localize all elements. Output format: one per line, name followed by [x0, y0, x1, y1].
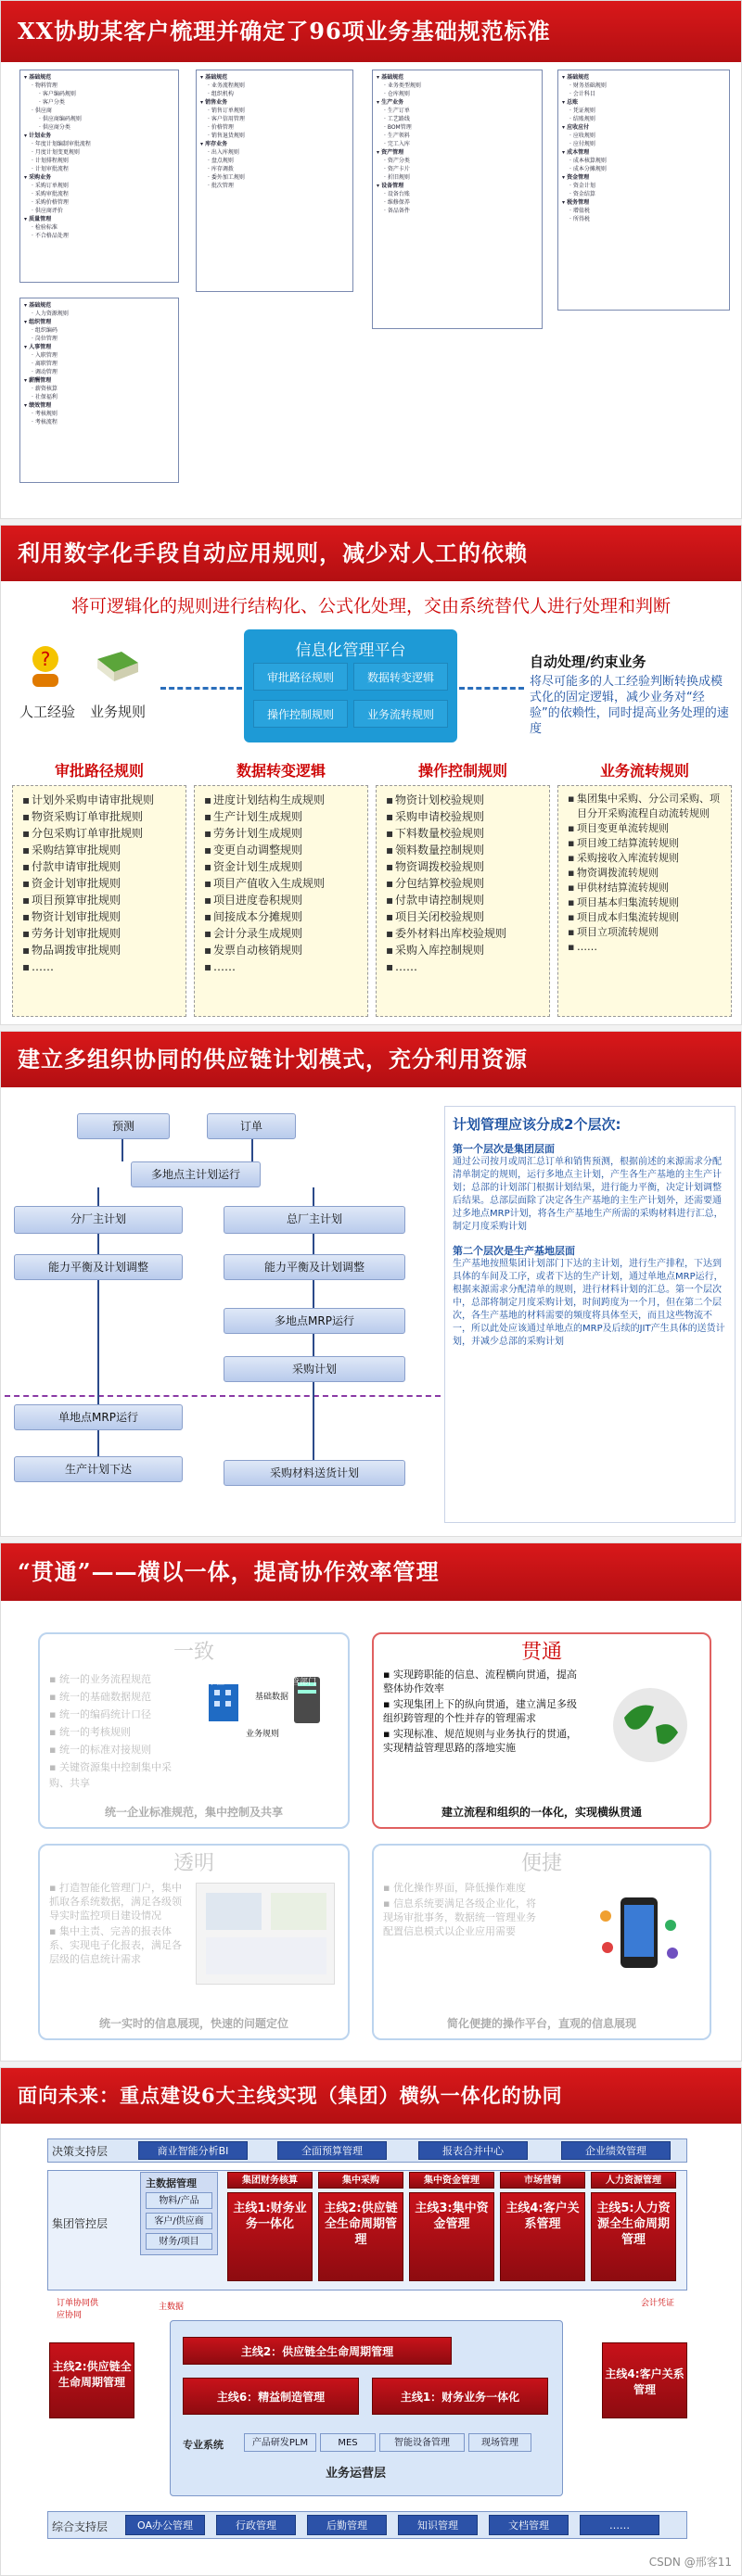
arrow [313, 1187, 314, 1206]
quadrant-through [372, 1632, 711, 1829]
tree-node: · 盘点规则 [208, 158, 234, 164]
tree-node: · 供应商 [32, 108, 52, 114]
rule-item: ▪ 物资采购订单审批规则 [22, 808, 182, 825]
auto-process-title: 自动处理/约束业务 [530, 654, 646, 670]
slide-4 [0, 1542, 742, 2062]
tree-node: · 资金结算 [569, 191, 595, 197]
tree-node: · 计划审批流程 [32, 166, 69, 172]
rule-item: ▪ 项目变更单流转规则 [568, 821, 727, 836]
mainline-header: 集团财务核算 [227, 2172, 313, 2189]
rule-item: ▪ 付款申请审批规则 [22, 858, 182, 875]
quadrant-item: ▪ 信息系统要满足各级企业化，将现场审批事务，数据统一管理业务配置信息模式以企业应用需要 [383, 1897, 536, 1937]
quadrant-item: ▪ 统一的考核规则 [49, 1726, 131, 1738]
tree-node: · 客户信用管理 [208, 116, 245, 122]
tree-node: · 组织编码 [32, 327, 58, 334]
spec-tree [196, 70, 353, 292]
decision-item: 报表合并中心 [418, 2141, 528, 2160]
biz-ops-label: 业务运营层 [326, 2467, 387, 2481]
multi-site-mrp-box: 多地点MRP运行 [224, 1308, 405, 1334]
mid-label: 订单协同供应协同 [57, 2299, 99, 2320]
tree-node: · 资产卡片 [384, 166, 410, 172]
rule-column-title: 数据转变逻辑 [236, 762, 326, 780]
rule-item: ▪ …… [204, 958, 364, 975]
rule-item: ▪ 领料数量控制规则 [386, 842, 545, 858]
quadrant-title: 便捷 [520, 1852, 562, 1875]
rule-column-list [376, 785, 550, 1017]
tree-node: · 备品备件 [384, 208, 410, 214]
platform-item: 业务流转规则 [353, 700, 448, 728]
tree-node: · 供应商评价 [32, 208, 63, 214]
tree-node: ▾ 基础规范 [377, 74, 404, 81]
report-screen-icon [196, 1883, 335, 1985]
plan-explain-title: 计划管理应该分成2个层次: [453, 1116, 621, 1133]
line-2-left: 主线2:供应链全生命周期管理 [49, 2342, 134, 2418]
tree-node: ▾ 计划业务 [24, 133, 52, 139]
order-box: 订单 [207, 1113, 296, 1139]
tree-node: · 批次管理 [208, 183, 234, 189]
capacity-balance-box: 能力平衡及计划调整 [14, 1254, 183, 1280]
mainline-header: 市场营销 [500, 2172, 585, 2189]
capacity-balance-box-2: 能力平衡及计划调整 [224, 1254, 405, 1280]
rule-item: ▪ 采购申请校验规则 [386, 808, 545, 825]
quadrant-item: ▪ 统一的基础数据规范 [49, 1691, 151, 1703]
svg-text:?: ? [40, 648, 51, 670]
support-item: 文档管理 [489, 2515, 569, 2535]
slide-5-title: 面向未来：重点建设6大主线实现（集团）横纵一体化的协同 [1, 2068, 741, 2124]
rule-item: ▪ 项目预算审批规则 [22, 892, 182, 908]
quadrant-title: 一致 [173, 1641, 214, 1664]
tree-node: ▾ 资金管理 [562, 174, 590, 181]
tree-node: · 工艺路线 [384, 116, 410, 122]
tree-node: · 采购审批流程 [32, 191, 69, 197]
tree-node: · 供应商编码规则 [39, 116, 82, 122]
tree-node: · 离职管理 [32, 361, 58, 367]
rule-item: ▪ 采购接收入库流转规则 [568, 851, 727, 866]
rule-column-title: 业务流转规则 [599, 762, 689, 780]
quadrant-item: ▪ 优化操作界面，降低操作难度 [383, 1882, 526, 1894]
human-icon [25, 644, 66, 689]
tree-node: · 生产领料 [384, 133, 410, 139]
tree-node: ▾ 生产业务 [377, 99, 404, 106]
auto-process-text: 将尽可能多的人工经验判断转换成模式化的固定逻辑，减少业务对“经验”的依赖性，同时提高业务处理的速度 [530, 675, 729, 736]
rule-item: ▪ 集团集中采购、分公司采购、项目分开采购流程自动流转规则 [568, 792, 727, 821]
slide-4-title: “贯通”——横以一体，提高协作效率管理 [1, 1543, 741, 1601]
material-delivery-box: 采购材料送货计划 [224, 1460, 405, 1486]
rule-item: ▪ 劳务计划审批规则 [22, 925, 182, 942]
pro-system-item: 产品研发PLM [244, 2433, 316, 2452]
tree-node: · 出入库规则 [208, 149, 239, 156]
tree-node: · 资金计划 [569, 183, 595, 189]
rule-item: ▪ 项目竣工结算流转规则 [568, 836, 727, 851]
inner-line-2: 主线2：供应链全生命周期管理 [183, 2337, 452, 2365]
inner-line-1: 主线1：财务业务一体化 [372, 2378, 548, 2415]
rule-item: ▪ 付款申请控制规则 [386, 892, 545, 908]
mainline-header: 集中采购 [318, 2172, 403, 2189]
decision-item: 全面预算管理 [277, 2141, 387, 2160]
icon-label: 主管部门 [283, 1678, 317, 1687]
tree-node: · 组织机构 [208, 91, 234, 97]
tree-node: · 考核流程 [32, 419, 58, 425]
tree-node: ▾ 资产管理 [377, 149, 404, 156]
tree-node: · 财务基础规则 [569, 82, 607, 89]
rule-item: ▪ 项目关闭校验规则 [386, 908, 545, 925]
rule-item: ▪ 发票自动核销规则 [204, 942, 364, 958]
quadrant-item: ▪ 统一的业务流程规范 [49, 1673, 151, 1685]
arrow [313, 1382, 314, 1460]
layer-1-text: 通过公司按月或周汇总订单和销售预测，根据前述的来源需求分配清单制定的规则，运行多地点主计划，产生各生产基地的主生产计划；总部的计划部门根据计划结果，进行能力平衡，决定计划调整后结果。总部层面除了决定各生产基地的主生产计划外，还需要通过多地点MRP计划，将各生产基地生产所需的采购材料进行汇总，制定月度采购计划 [453, 1157, 723, 1232]
tree-node: · 检验标准 [32, 224, 58, 231]
tree-node: · 所得税 [569, 216, 590, 222]
tree-node: · 委外加工规则 [208, 174, 245, 181]
globe-icon [606, 1681, 695, 1770]
master-data-item: 客户/供应商 [146, 2213, 212, 2229]
tree-node: · 客户分类 [39, 99, 65, 106]
tree-node: · 库存调拨 [208, 166, 234, 172]
layer-1-title: 第一个层次是集团层面 [453, 1143, 555, 1155]
rule-item: ▪ 物资调拨校验规则 [386, 858, 545, 875]
quadrant-item: ▪ 关键资源集中控制集中采购、共享 [49, 1761, 172, 1789]
rule-item: ▪ 资金计划审批规则 [22, 875, 182, 892]
quadrant-item: ▪ 集中主责、完善的报表体系、实现电子化报表，满足各层级的信息统计需求 [49, 1925, 182, 1965]
arrow [97, 1234, 99, 1254]
tree-node: · 会计科目 [569, 91, 595, 97]
tree-node: ▾ 基础规范 [24, 74, 52, 81]
spec-tree [557, 70, 730, 311]
quadrant-convenient [372, 1844, 711, 2040]
tree-node: · 折旧规则 [384, 174, 410, 181]
quadrant-list [49, 1671, 188, 1793]
decision-item: 企业绩效管理 [561, 2141, 671, 2160]
tree-node: · 维修保养 [384, 199, 410, 206]
icon-label: 基础数据 [255, 1693, 289, 1702]
slide-5 [0, 2067, 742, 2576]
production-release-box: 生产计划下达 [14, 1456, 183, 1482]
quadrant-item: ▪ 实现标准、规范规则与业务执行的贯通，实现精益管理思路的落地实施 [383, 1728, 577, 1754]
human-experience-label: 人工经验 [19, 704, 76, 720]
tree-node: · 成本分摊规则 [569, 166, 607, 172]
support-item: OA办公管理 [125, 2515, 205, 2535]
arrow [251, 1139, 253, 1161]
tree-node: · 销售订单规则 [208, 108, 245, 114]
rule-item: ▪ 变更自动调整规则 [204, 842, 364, 858]
mainline-header: 人力资源管理 [591, 2172, 676, 2189]
mid-label: 主数据 [159, 2303, 185, 2312]
watermark: CSDN @邢客11 [648, 2556, 732, 2569]
support-item: 知识管理 [398, 2515, 478, 2535]
hq-mps-box: 总厂主计划 [224, 1206, 405, 1234]
purchase-plan-box: 采购计划 [224, 1356, 405, 1382]
tree-node: ▾ 库存业务 [200, 141, 228, 147]
tree-node: · 客户编码规则 [39, 91, 76, 97]
tree-node: ▾ 成本管理 [562, 149, 590, 156]
tree-node: · 薪资核算 [32, 386, 58, 392]
rule-column-list [194, 785, 368, 1017]
master-data-title: 主数据管理 [146, 2177, 197, 2189]
slide-2-subtitle: 将可逻辑化的规则进行结构化、公式化处理，交由系统替代人进行处理和判断 [70, 596, 671, 616]
slide-1 [0, 0, 742, 519]
quadrant-item: ▪ 打造智能化管理门户，集中抓取各系统数据，满足各级领导实时监控项目建设情况 [49, 1882, 182, 1922]
tree-node: ▾ 组织管理 [24, 319, 52, 325]
rule-column-title: 操作控制规则 [417, 762, 507, 780]
quadrant-foot: 建立流程和组织的一体化，实现横纵贯通 [441, 1806, 642, 1819]
rule-item: ▪ 委外材料出库校验规则 [386, 925, 545, 942]
tree-node: ▾ 基础规范 [562, 74, 590, 81]
divider-line [5, 1395, 441, 1397]
tree-node: · 业务类型规则 [384, 82, 421, 89]
rule-item: ▪ 物品调拨审批规则 [22, 942, 182, 958]
quadrant-item: ▪ 统一的标准对接规则 [49, 1744, 151, 1756]
tree-node: ▾ 质量管理 [24, 216, 52, 222]
rule-item: ▪ 下料数量校验规则 [386, 825, 545, 842]
phone-icon [593, 1888, 685, 1981]
tree-node: · 调动管理 [32, 369, 58, 375]
mainline-block: 主线2:供应链全生命周期管理 [318, 2192, 403, 2281]
rule-item: ▪ …… [568, 940, 727, 955]
tree-node: · 结账规则 [569, 116, 595, 122]
rule-item: ▪ 生产计划生成规则 [204, 808, 364, 825]
quadrant-foot: 简化便捷的操作平台，直观的信息展现 [446, 2017, 636, 2030]
rule-column-list [557, 785, 732, 1017]
rule-item: ▪ …… [386, 958, 545, 975]
platform-item: 操作控制规则 [253, 700, 348, 728]
tree-node: · 生产订单 [384, 108, 410, 114]
rule-item: ▪ 分包采购订单审批规则 [22, 825, 182, 842]
quadrant-transparent [38, 1844, 350, 2040]
tree-node: ▾ 绩效管理 [24, 402, 52, 409]
tree-node: · 人力资源规则 [32, 311, 69, 317]
forecast-box: 预测 [77, 1113, 170, 1139]
slide-1-title: XX协助某客户梳理并确定了96项业务基础规范标准 [1, 1, 741, 62]
arrow [313, 1334, 314, 1356]
slide-3 [0, 1031, 742, 1537]
arrow [313, 1234, 314, 1254]
rule-item: ▪ 甲供材结算流转规则 [568, 881, 727, 895]
tree-node: ▾ 基础规范 [200, 74, 228, 81]
arrow-right [459, 687, 524, 690]
tree-node: · 凭证规则 [569, 108, 595, 114]
icon-label: 合单位 [199, 1678, 225, 1687]
tree-node: ▾ 基础规范 [24, 302, 52, 309]
tree-node: · 考核规则 [32, 411, 58, 417]
pro-system-item: 智能设备管理 [379, 2433, 465, 2452]
tree-node: · 供应商分类 [39, 124, 70, 131]
support-item: 行政管理 [216, 2515, 296, 2535]
quadrant-item: ▪ 实现集团上下的纵向贯通，建立满足多级组织跨管理的个性并存的管理需求 [383, 1698, 577, 1724]
platform-item: 数据转变逻辑 [353, 663, 448, 691]
tree-node: · 增值税 [569, 208, 590, 214]
tree-node: · 月度计划变更规则 [32, 149, 80, 156]
mainline-block: 主线3:集中资金管理 [409, 2192, 494, 2281]
rule-item: ▪ 会计分录生成规则 [204, 925, 364, 942]
mid-label: 会计凭证 [641, 2299, 675, 2308]
support-layer-label: 综合支持层 [52, 2520, 109, 2533]
pro-system-label: 专业系统 [183, 2439, 224, 2451]
tree-node: ▾ 采购业务 [24, 174, 52, 181]
rule-item: ▪ 项目立项流转规则 [568, 925, 727, 940]
support-item: …… [580, 2515, 659, 2535]
tree-node: · 应收规则 [569, 133, 595, 139]
rule-item: ▪ 项目进度卷积规则 [204, 892, 364, 908]
line-4-right: 主线4:客户关系管理 [602, 2342, 687, 2418]
master-data-item: 物料/产品 [146, 2192, 212, 2209]
support-item: 后勤管理 [307, 2515, 387, 2535]
spec-tree [19, 298, 179, 483]
rule-item: ▪ 物资计划审批规则 [22, 908, 182, 925]
mainline-block: 主线5:人力资源全生命周期管理 [591, 2192, 676, 2281]
multi-site-mps-box: 多地点主计划运行 [131, 1161, 261, 1187]
quadrant-foot: 统一实时的信息展现，快速的问题定位 [98, 2017, 288, 2030]
layer-2-title: 第二个层次是生产基地层面 [453, 1245, 575, 1257]
rule-item: ▪ 物资计划校验规则 [386, 792, 545, 808]
rule-item: ▪ 采购结算审批规则 [22, 842, 182, 858]
tree-node: · 年度计划编制审批流程 [32, 141, 91, 147]
tree-node: ▾ 应收应付 [562, 124, 590, 131]
tree-node: · 社保福利 [32, 394, 58, 400]
tree-node: · 物料管理 [32, 82, 58, 89]
quadrant-foot: 统一企业标准规范，集中控制及共享 [104, 1806, 283, 1819]
icon-label: 业务规则 [246, 1730, 280, 1739]
arrow [122, 1139, 123, 1161]
rule-column-list [12, 785, 186, 1017]
quadrant-list [383, 1668, 582, 1757]
tree-node: · 仓库规则 [384, 91, 410, 97]
quadrant-title: 透明 [173, 1852, 214, 1875]
decision-layer-label: 决策支持层 [52, 2145, 109, 2158]
rule-item: ▪ 物资调拨流转规则 [568, 866, 727, 881]
tree-node: ▾ 税务管理 [562, 199, 590, 206]
tree-node: ▾ 薪酬管理 [24, 377, 52, 384]
tree-node: ▾ 总账 [562, 99, 579, 106]
rule-item: ▪ …… [22, 958, 182, 975]
quadrant-item: ▪ 统一的编码统计口径 [49, 1708, 151, 1720]
business-rules-label: 业务规则 [90, 704, 147, 720]
rule-item: ▪ 计划外采购申请审批规则 [22, 792, 182, 808]
tree-node: · 计划排程规则 [32, 158, 69, 164]
slide-2-title: 利用数字化手段自动应用规则，减少对人工的依赖 [1, 526, 741, 581]
tree-node: · 采购订单规则 [32, 183, 69, 189]
tree-node: · 资产分类 [384, 158, 410, 164]
tree-node: · BOM管理 [384, 124, 412, 131]
tree-node: · 销售退货规则 [208, 133, 245, 139]
spec-tree [372, 70, 543, 329]
platform-title: 信息化管理平台 [295, 641, 406, 660]
tree-node: ▾ 人事管理 [24, 344, 52, 350]
quadrant-list [49, 1881, 188, 1968]
arrow [313, 1280, 314, 1308]
mainline-header: 集中资金管理 [409, 2172, 494, 2189]
tree-node: ▾ 设备管理 [377, 183, 404, 189]
spec-tree [19, 70, 179, 283]
quadrant-title: 贯通 [520, 1641, 562, 1664]
pro-system-item: 现场管理 [468, 2433, 531, 2452]
rule-item: ▪ 项目产值收入生成规则 [204, 875, 364, 892]
mainline-block: 主线1:财务业务一体化 [227, 2192, 313, 2281]
tree-node: ▾ 销售业务 [200, 99, 228, 106]
inner-line-6: 主线6：精益制造管理 [183, 2378, 359, 2415]
tree-node: · 采购价格管理 [32, 199, 69, 206]
decision-item: 商业智能分析BI [138, 2141, 248, 2160]
pro-system-item: MES [320, 2433, 376, 2452]
rule-item: ▪ 分包结算校验规则 [386, 875, 545, 892]
plan-explain-panel [444, 1106, 736, 1523]
arrow [97, 1280, 99, 1404]
rule-column-title: 审批路径规则 [54, 762, 144, 780]
tree-node: · 业务流程规则 [208, 82, 245, 89]
tree-node: · 完工入库 [384, 141, 410, 147]
single-site-mrp-box: 单地点MRP运行 [14, 1404, 183, 1430]
rule-item: ▪ 资金计划生成规则 [204, 858, 364, 875]
branch-mps-box: 分厂主计划 [14, 1206, 183, 1234]
rule-item: ▪ 项目基本归集流转规则 [568, 895, 727, 910]
tree-node: · 入职管理 [32, 352, 58, 359]
book-icon [94, 648, 142, 685]
rule-item: ▪ 劳务计划生成规则 [204, 825, 364, 842]
master-data-item: 财务/项目 [146, 2233, 212, 2250]
tree-node: · 应付规则 [569, 141, 595, 147]
platform-item: 审批路径规则 [253, 663, 348, 691]
tree-node: · 成本核算规则 [569, 158, 607, 164]
tree-node: · 设备台账 [384, 191, 410, 197]
rule-item: ▪ 进度计划结构生成规则 [204, 792, 364, 808]
layer-2-text: 生产基地按照集团计划部门下达的主计划，进行生产排程，下达到具体的车间及工序，或者下达的生产计划，通过单地点MRP运行，根据来源需求分配清单的规则，进行材料计划的汇总。第一个层次中，总部将制定月度采购计划，时间跨度为一个月，但在第二个层次，各生产基地的材料需要的频度将具体至天，而且这些物流不一，所以此处应该通过单地点的MRP及后续的JIT产生具体的送货计划，并减少总部的采购计划 [453, 1259, 725, 1347]
group-layer-label: 集团管控层 [52, 2217, 109, 2230]
arrow [97, 1430, 99, 1456]
arrow-left [160, 687, 242, 690]
slide-2 [0, 525, 742, 1025]
arrow [97, 1187, 99, 1206]
quadrant-list [383, 1881, 541, 1940]
mainline-block: 主线4:客户关系管理 [500, 2192, 585, 2281]
tree-node: · 不合格品处理 [32, 233, 69, 239]
rule-item: ▪ 采购入库控制规则 [386, 942, 545, 958]
quadrant-consistent [38, 1632, 350, 1829]
quadrant-item: ▪ 实现跨职能的信息、流程横向贯通，提高整体协作效率 [383, 1669, 577, 1694]
rule-item: ▪ 项目成本归集流转规则 [568, 910, 727, 925]
slide-3-title: 建立多组织协同的供应链计划模式，充分利用资源 [1, 1032, 741, 1087]
tree-node: · 价格管理 [208, 124, 234, 131]
tree-node: · 岗位管理 [32, 336, 58, 342]
rule-item: ▪ 间接成本分摊规则 [204, 908, 364, 925]
